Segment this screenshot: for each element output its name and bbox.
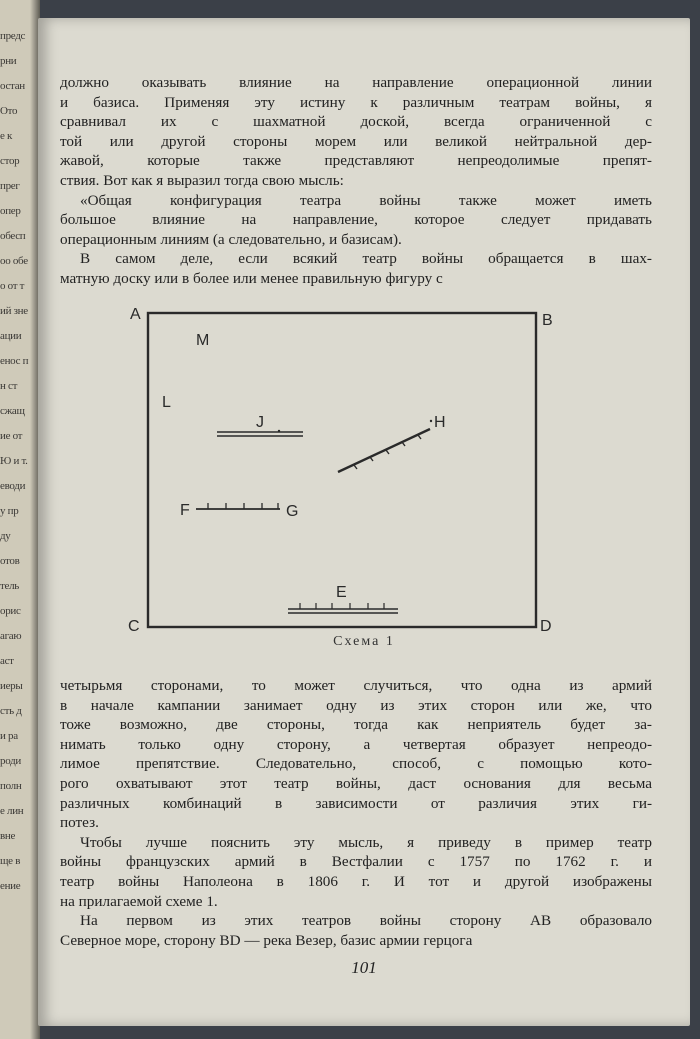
facing-page-fragment: ду bbox=[0, 530, 11, 542]
text-line: сравнивал их с шахматной доской, всегда ограниченной с bbox=[60, 113, 652, 131]
facing-page-fragment: н ст bbox=[0, 380, 18, 392]
text-line: на прилагаемой схеме 1. bbox=[60, 892, 218, 910]
page-number: 101 bbox=[351, 958, 377, 977]
text-line: Чтобы лучше пояснить эту мысль, я приведу в пример театр bbox=[80, 833, 652, 851]
facing-page-fragment: и ра bbox=[0, 730, 18, 742]
facing-page-fragment: тель bbox=[0, 580, 19, 592]
text-line: той или другой стороны морем или великой нейтральной дер- bbox=[60, 132, 652, 150]
text-line: матную доску или в более или менее правильную фигуру с bbox=[60, 269, 443, 287]
text-line: должно оказывать влияние на направление операционной линии bbox=[60, 74, 652, 91]
label-f: F bbox=[180, 502, 190, 519]
facing-page-fragment: ий зне bbox=[0, 305, 28, 317]
facing-page-fragment: агаю bbox=[0, 630, 22, 642]
facing-page-fragment: ации bbox=[0, 330, 22, 342]
text-line: тоже возможно, две стороны, тогда как неприятель будет за- bbox=[60, 716, 652, 734]
label-e: E bbox=[336, 584, 347, 601]
paragraph bbox=[60, 833, 652, 911]
facing-page-edge bbox=[0, 0, 40, 1039]
text-line: большое влияние на направление, которое следует придавать bbox=[60, 211, 652, 229]
base-line-fg bbox=[196, 503, 280, 509]
label-g: G bbox=[286, 503, 299, 520]
facing-page-fragment: отов bbox=[0, 555, 20, 567]
label-c: C bbox=[128, 618, 140, 633]
facing-page-fragment: аст bbox=[0, 655, 14, 667]
facing-page-fragment: о от т bbox=[0, 280, 25, 292]
paragraph bbox=[60, 911, 652, 950]
text-line: в начале кампании занимает одну из этих сторон или же, что bbox=[60, 696, 652, 714]
text-line: четырьмя сторонами, то может случиться, что одна из армий bbox=[60, 677, 652, 694]
text-line: и базиса. Применяя эту истину к различным театрам войны, я bbox=[60, 93, 652, 111]
paragraph bbox=[60, 676, 652, 833]
text-line: театр войны Наполеона в 1806 г. И тот и другой изображены bbox=[60, 872, 652, 890]
text-line: лимое препятствие. Следовательно, способ, с помощью кото- bbox=[60, 755, 652, 773]
paragraph bbox=[60, 73, 652, 191]
facing-page-fragment: енос п bbox=[0, 355, 29, 367]
facing-page-fragment: еводи bbox=[0, 480, 26, 492]
schema-1-diagram bbox=[128, 303, 588, 633]
facing-page-fragment: сжащ bbox=[0, 405, 25, 417]
text-line: В самом деле, если всякий театр войны обращается в шах- bbox=[80, 250, 652, 268]
facing-page-fragment: сть д bbox=[0, 705, 22, 717]
facing-page-fragment: Ото bbox=[0, 105, 18, 117]
facing-page-fragment: вне bbox=[0, 830, 16, 842]
facing-page-fragment: у пр bbox=[0, 505, 19, 517]
figure-caption: Схема 1 bbox=[333, 634, 395, 649]
label-h: H bbox=[434, 414, 446, 431]
text-line: ствия. Вот как я выразил тогда свою мысль: bbox=[60, 171, 344, 189]
book-page bbox=[38, 18, 690, 1026]
facing-page-fragment: ие от bbox=[0, 430, 23, 442]
facing-page-fragment: роди bbox=[0, 755, 21, 767]
facing-page-fragment: остан bbox=[0, 80, 25, 92]
label-l: L bbox=[162, 394, 171, 411]
facing-page-fragment: Ю и т. bbox=[0, 455, 28, 467]
text-block-top bbox=[60, 73, 652, 289]
text-line: войны французских армий в Вестфалии с 1757 по 1762 г. и bbox=[60, 853, 652, 871]
facing-page-fragment: прег bbox=[0, 180, 20, 192]
paragraph bbox=[60, 191, 652, 250]
text-line: «Общая конфигурация театра войны также может иметь bbox=[80, 191, 652, 209]
label-d: D bbox=[540, 618, 552, 633]
text-line: операционным линиям (а следовательно, и базисам). bbox=[60, 230, 402, 248]
facing-page-fragment: иеры bbox=[0, 680, 23, 692]
facing-page-fragment: е к bbox=[0, 130, 13, 142]
facing-page-fragment: рни bbox=[0, 55, 17, 67]
text-line: различных комбинаций в зависимости от различия этих ги- bbox=[60, 794, 652, 812]
text-line: рого охватывают этот театр войны, даст основания для весьма bbox=[60, 774, 652, 792]
facing-page-fragment: ение bbox=[0, 880, 21, 892]
text-line: Северное море, сторону BD — река Везер, базис армии герцога bbox=[60, 931, 473, 949]
facing-page-fragment: е лин bbox=[0, 805, 24, 817]
text-line: нимать только одну сторону, а четвертая образует непреодо- bbox=[60, 735, 652, 753]
operation-line-j bbox=[217, 432, 303, 436]
facing-page-fragment: стор bbox=[0, 155, 20, 167]
facing-page-fragment: обесп bbox=[0, 230, 26, 242]
text-line: потез. bbox=[60, 814, 99, 832]
facing-page-fragment: орис bbox=[0, 605, 21, 617]
facing-page-fragment: предс bbox=[0, 30, 26, 42]
facing-page-fragment: ще в bbox=[0, 855, 21, 867]
facing-page-fragment: опер bbox=[0, 205, 21, 217]
facing-page-fragment: полн bbox=[0, 780, 22, 792]
label-j: J bbox=[256, 414, 264, 431]
label-b: B bbox=[542, 312, 553, 329]
label-m: M bbox=[196, 332, 210, 349]
base-line-e bbox=[288, 603, 398, 613]
text-line: жавой, которые также представляют непреодолимые препят- bbox=[60, 152, 652, 170]
text-line: На первом из этих театров войны сторону AB образовало bbox=[80, 912, 652, 930]
label-a: A bbox=[130, 306, 141, 323]
operation-line-h bbox=[338, 429, 430, 472]
paragraph bbox=[60, 249, 652, 288]
facing-page-fragment: оо обе bbox=[0, 255, 28, 267]
text-block-bottom bbox=[60, 676, 652, 950]
